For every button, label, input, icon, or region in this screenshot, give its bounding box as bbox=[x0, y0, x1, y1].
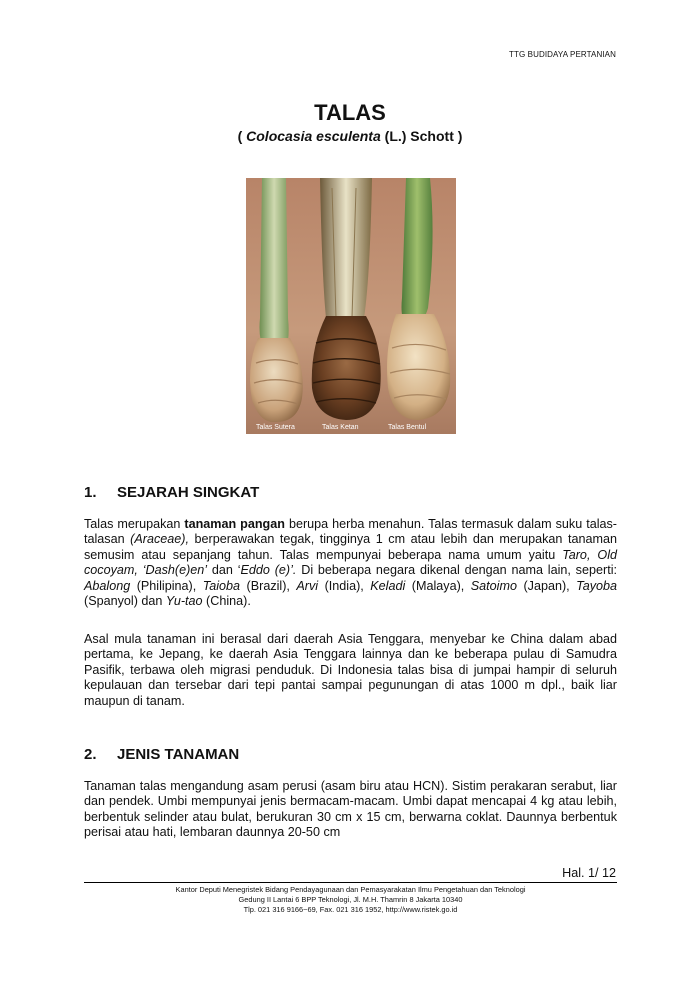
taro-photo bbox=[246, 178, 456, 434]
section-1-heading bbox=[84, 484, 259, 501]
section-1-paragraph-1-run: (Philipina), bbox=[130, 578, 203, 593]
page-title: TALAS bbox=[314, 100, 386, 125]
section-1-paragraph-1-run: Eddo (e)’. bbox=[240, 563, 297, 578]
section-1-paragraph-1-run: (Araceae), bbox=[130, 532, 189, 547]
running-header: TTG BUDIDAYA PERTANIAN bbox=[509, 50, 616, 59]
section-1-title: SEJARAH SINGKAT bbox=[117, 484, 260, 501]
section-1-paragraph-1-run: Taro, Old cocoyam, ‘Dash(e)en’ bbox=[84, 547, 617, 578]
section-1-paragraph-1-run: (India), bbox=[318, 578, 371, 593]
section-1-paragraph-1-run: Satoimo bbox=[470, 578, 517, 593]
section-1-paragraph-1-run: berperawakan tegak, tingginya 1 cm atau lebih dan merupakan tanaman semusim atau sepanjang tahun. Talas mempunyai beberapa nama umum yaitu bbox=[84, 532, 617, 562]
section-1-paragraph-1-run: tanaman pangan bbox=[184, 517, 285, 531]
footer-line-2: Gedung II Lantai 6 BPP Teknologi, Jl. M.H. Thamrin 8 Jakarta 10340 bbox=[238, 895, 463, 904]
section-2-paragraph-1: Tanaman talas mengandung asam perusi (asam biru atau HCN). Sistim perakaran serabut, liar dan pendek. Umbi mempunyai jenis bermacam-macam. Umbi dapat mencapai 4 kg atau lebih, berbentuk selinder atau bulat, berukuran 30 cm x 15 cm, berwarna coklat. Daunnya berbentuk perisai atau hati, lembaran daunnya 20-50 cm bbox=[84, 779, 617, 840]
species-author: (L.) Schott ) bbox=[380, 128, 463, 144]
section-1-number: 1. bbox=[84, 484, 97, 501]
label-talas-ketan: Talas Ketan bbox=[322, 424, 359, 431]
section-2-heading bbox=[84, 746, 239, 763]
section-1-paragraph-1-run: Di beberapa negara dikenal dengan nama lain, seperti: bbox=[296, 563, 617, 578]
taro-illustration bbox=[246, 178, 456, 434]
section-1-paragraph-1-run: Keladi bbox=[370, 578, 406, 593]
section-1-paragraph-1-run: (Spanyol) dan bbox=[84, 594, 166, 609]
section-2-number: 2. bbox=[84, 746, 97, 763]
section-1-paragraph-1-run: (Brazil), bbox=[240, 578, 297, 593]
section-2-title: JENIS TANAMAN bbox=[117, 746, 240, 763]
page-footer bbox=[84, 885, 617, 915]
section-1-paragraph-1-run: Arvi bbox=[296, 578, 319, 593]
section-1-paragraph-1-run: Talas merupakan bbox=[84, 517, 185, 531]
footer-line-1: Kantor Deputi Menegristek Bidang Pendayagunaan dan Pemasyarakatan Ilmu Pengetahuan dan Teknologi bbox=[175, 885, 526, 894]
section-1-paragraph-1-run: Abalong bbox=[84, 578, 131, 593]
section-1-paragraph-1 bbox=[84, 517, 617, 609]
label-talas-bentul: Talas Bentul bbox=[388, 424, 427, 431]
section-1-paragraph-1-run: berupa herba menahun. Talas termasuk dalam suku talas-talasan bbox=[84, 517, 617, 547]
section-1-paragraph-1-run: Tayoba bbox=[576, 578, 618, 593]
section-1-paragraph-2: Asal mula tanaman ini berasal dari daerah Asia Tenggara, menyebar ke China dalam abad pertama, ke Jepang, ke daerah Asia Tenggara lainnya dan ke beberapa pulau di Samudra Pasifik, terbawa oleh migrasi penduduk. Di Indonesia talas bisa di jumpai hampir di seluruh kepulauan dan tersebar dari tepi pantai sampai pegunungan di atas 1000 m dpl., baik liar maupun di tanam. bbox=[84, 632, 617, 708]
section-1-paragraph-1-run: Yu-tao bbox=[165, 594, 203, 609]
species-name: Colocasia esculenta bbox=[246, 128, 381, 144]
section-1-paragraph-1-run: (China). bbox=[202, 594, 251, 609]
section-1-paragraph-1-run: (Malaya), bbox=[405, 578, 471, 593]
label-talas-sutera: Talas Sutera bbox=[256, 424, 295, 431]
page-number: Hal. 1/ 12 bbox=[562, 866, 616, 880]
scientific-name bbox=[0, 128, 700, 144]
footer-divider bbox=[84, 882, 617, 883]
subtitle-open: ( bbox=[237, 128, 247, 144]
footer-line-3: Tlp. 021 316 9166~69, Fax. 021 316 1952, http://www.ristek.go.id bbox=[243, 905, 458, 914]
section-1-paragraph-1-run: Taioba bbox=[202, 578, 241, 593]
section-1-paragraph-1-run: (Japan), bbox=[516, 578, 577, 593]
section-1-paragraph-1-run: dan ‘ bbox=[207, 563, 241, 578]
